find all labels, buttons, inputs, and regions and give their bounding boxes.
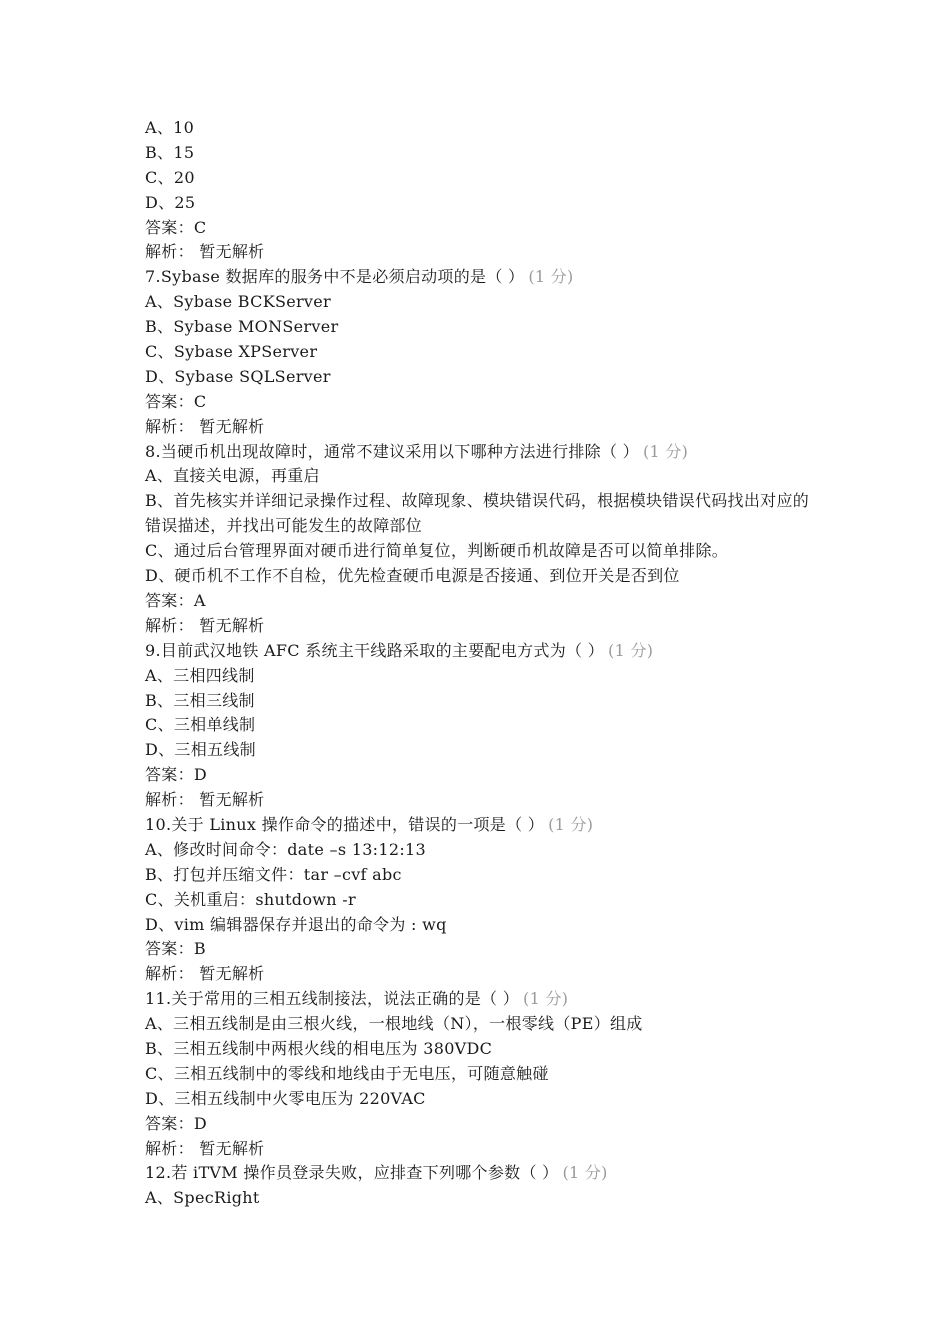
option-b: B、15 bbox=[145, 142, 195, 162]
question-stem: 8.当硬币机出现故障时，通常不建议采用以下哪种方法进行排除（ ） (1 分) bbox=[145, 441, 689, 461]
option-c: C、Sybase XPServer bbox=[145, 342, 318, 362]
option-c: C、20 bbox=[145, 167, 195, 187]
option-b: B、三相五线制中两根火线的相电压为 380VDC bbox=[145, 1038, 493, 1058]
question-stem: 11.关于常用的三相五线制接法，说法正确的是（ ） (1 分) bbox=[145, 989, 569, 1009]
question-6 bbox=[145, 116, 825, 265]
option-b: B、三相三线制 bbox=[145, 690, 255, 710]
answer: 答案：D bbox=[145, 1113, 208, 1133]
option-d: D、vim 编辑器保存并退出的命令为 : wq bbox=[145, 914, 447, 934]
analysis: 解析： 暂无解析 bbox=[145, 242, 265, 262]
question-stem: 10.关于 Linux 操作命令的描述中，错误的一项是（ ） (1 分) bbox=[145, 814, 594, 834]
option-c: C、关机重启：shutdown -r bbox=[145, 889, 356, 909]
option-d: D、25 bbox=[145, 192, 196, 212]
option-d: D、三相五线制 bbox=[145, 740, 256, 760]
option-a: A、Sybase BCKServer bbox=[145, 292, 331, 312]
option-a: A、直接关电源，再重启 bbox=[145, 466, 320, 486]
option-c: C、三相五线制中的零线和地线由于无电压，可随意触碰 bbox=[145, 1063, 549, 1083]
question-stem: 12.若 iTVM 操作员登录失败，应排查下列哪个参数（ ） (1 分) bbox=[145, 1163, 608, 1183]
answer: 答案：A bbox=[145, 590, 206, 610]
option-a: A、SpecRight bbox=[145, 1188, 260, 1208]
option-b: B、Sybase MONServer bbox=[145, 317, 339, 337]
question-9 bbox=[145, 639, 825, 813]
question-score: (1 分) bbox=[562, 1163, 608, 1183]
question-stem: 9.目前武汉地铁 AFC 系统主干线路采取的主要配电方式为（ ） (1 分) bbox=[145, 640, 654, 660]
option-d: D、Sybase SQLServer bbox=[145, 366, 331, 386]
option-a: A、10 bbox=[145, 118, 195, 137]
analysis: 解析： 暂无解析 bbox=[145, 790, 265, 810]
option-d: D、硬币机不工作不自检，优先检查硬币电源是否接通、到位开关是否到位 bbox=[145, 566, 680, 586]
question-score: (1 分) bbox=[608, 640, 654, 660]
option-a: A、修改时间命令：date –s 13:12:13 bbox=[145, 839, 426, 859]
analysis: 解析： 暂无解析 bbox=[145, 964, 265, 984]
analysis: 解析： 暂无解析 bbox=[145, 1138, 265, 1158]
question-8 bbox=[145, 440, 825, 639]
question-7 bbox=[145, 265, 825, 439]
question-score: (1 分) bbox=[523, 989, 569, 1009]
option-b: B、打包并压缩文件：tar –cvf abc bbox=[145, 864, 402, 884]
analysis: 解析： 暂无解析 bbox=[145, 416, 265, 436]
option-c: C、通过后台管理界面对硬币进行简单复位，判断硬币机故障是否可以简单排除。 bbox=[145, 541, 729, 561]
option-b: B、首先核实并详细记录操作过程、故障现象、模块错误代码，根据模块错误代码找出对应的错误描述，并找出可能发生的故障部位 bbox=[145, 491, 810, 536]
question-10 bbox=[145, 813, 825, 987]
question-12 bbox=[145, 1161, 825, 1211]
answer: 答案：B bbox=[145, 939, 206, 959]
answer: 答案：D bbox=[145, 765, 208, 785]
analysis: 解析： 暂无解析 bbox=[145, 615, 265, 635]
answer: 答案：C bbox=[145, 217, 207, 237]
question-score: (1 分) bbox=[642, 441, 689, 461]
question-score: (1 分) bbox=[528, 267, 574, 287]
question-11 bbox=[145, 987, 825, 1161]
question-stem: 7.Sybase 数据库的服务中不是必须启动项的是（ ） (1 分) bbox=[145, 267, 574, 287]
option-a: A、三相四线制 bbox=[145, 665, 255, 685]
question-score: (1 分) bbox=[548, 814, 594, 834]
question-list bbox=[145, 116, 825, 1211]
answer: 答案：C bbox=[145, 391, 207, 411]
option-c: C、三相单线制 bbox=[145, 715, 256, 735]
option-d: D、三相五线制中火零电压为 220VAC bbox=[145, 1088, 426, 1108]
option-a: A、三相五线制是由三根火线，一根地线（N），一根零线（PE）组成 bbox=[145, 1014, 643, 1034]
